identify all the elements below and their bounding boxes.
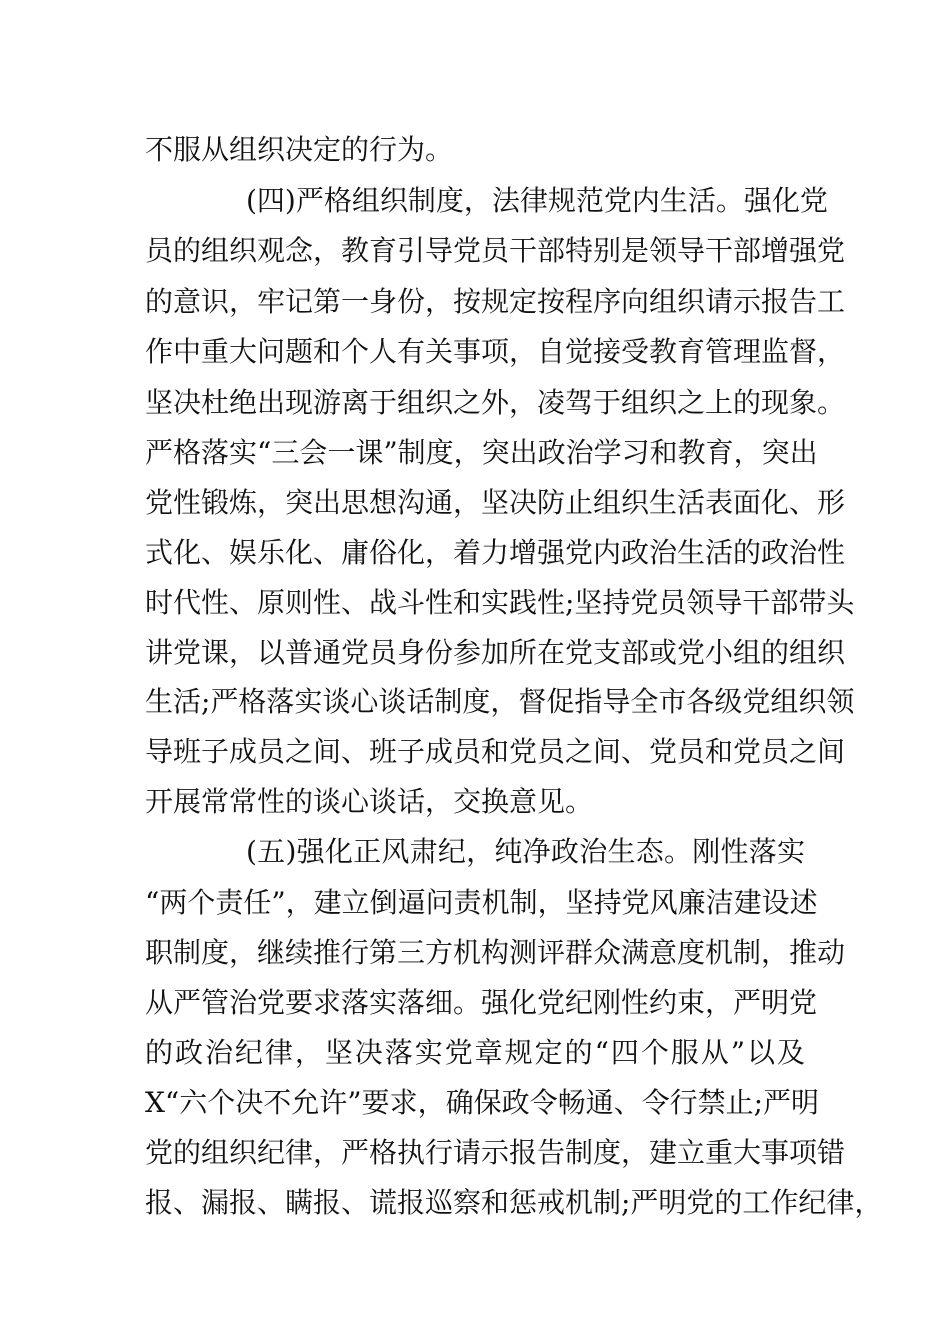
text-line: 从严管治党要求落实落细。强化党纪刚性约束，严明党: [145, 986, 818, 1019]
text-line: 开展常常性的谈心谈话，交换意见。: [145, 785, 594, 818]
text-line: 作中重大问题和个人有关事项，自觉接受教育管理监督，: [145, 335, 846, 368]
text-line: 时代性、原则性、战斗性和实践性;坚持党员领导干部带头: [145, 586, 855, 619]
text-line: 不服从组织决定的行为。: [145, 133, 454, 166]
section-heading-line: (五)强化正风肃纪，纯净政治生态。刚性落实: [246, 835, 805, 868]
text-line: 严格落实“三会一课”制度，突出政治学习和教育，突出: [145, 436, 818, 469]
text-line: 式化、娱乐化、庸俗化，着力增强党内政治生活的政治性: [145, 536, 846, 569]
text-line: 员的组织观念，教育引导党员干部特别是领导干部增强党: [145, 234, 846, 267]
section-heading-line: (四)严格组织制度，法律规范党内生活。强化党: [246, 184, 828, 217]
text-line: 党的组织纪律，严格执行请示报告制度，建立重大事项错: [145, 1136, 846, 1169]
text-line: 讲党课，以普通党员身份参加所在党支部或党小组的组织: [145, 636, 846, 669]
text-line: 坚决杜绝出现游离于组织之外，凌驾于组织之上的现象。: [145, 386, 846, 419]
text-line: “两个责任”，建立倒逼问责机制，坚持党风廉洁建设述: [145, 886, 818, 919]
text-line: 导班子成员之间、班子成员和党员之间、党员和党员之间: [145, 735, 846, 768]
text-line: 党性锻炼，突出思想沟通，坚决防止组织生活表面化、形: [145, 486, 846, 519]
text-line: 的意识，牢记第一身份，按规定按程序向组织请示报告工: [145, 285, 846, 318]
text-line: 报、漏报、瞒报、谎报巡察和惩戒机制;严明党的工作纪律，: [145, 1186, 883, 1219]
text-line: 职制度，继续推行第三方机构测评群众满意度机制，推动: [145, 936, 846, 969]
text-line: 生活;严格落实谈心谈话制度，督促指导全市各级党组织领: [145, 685, 855, 718]
text-line: 的政治纪律，坚决落实党章规定的“四个服从”以及: [145, 1036, 805, 1069]
text-line: X“六个决不允许”要求，确保政令畅通、令行禁止;严明: [145, 1086, 819, 1119]
